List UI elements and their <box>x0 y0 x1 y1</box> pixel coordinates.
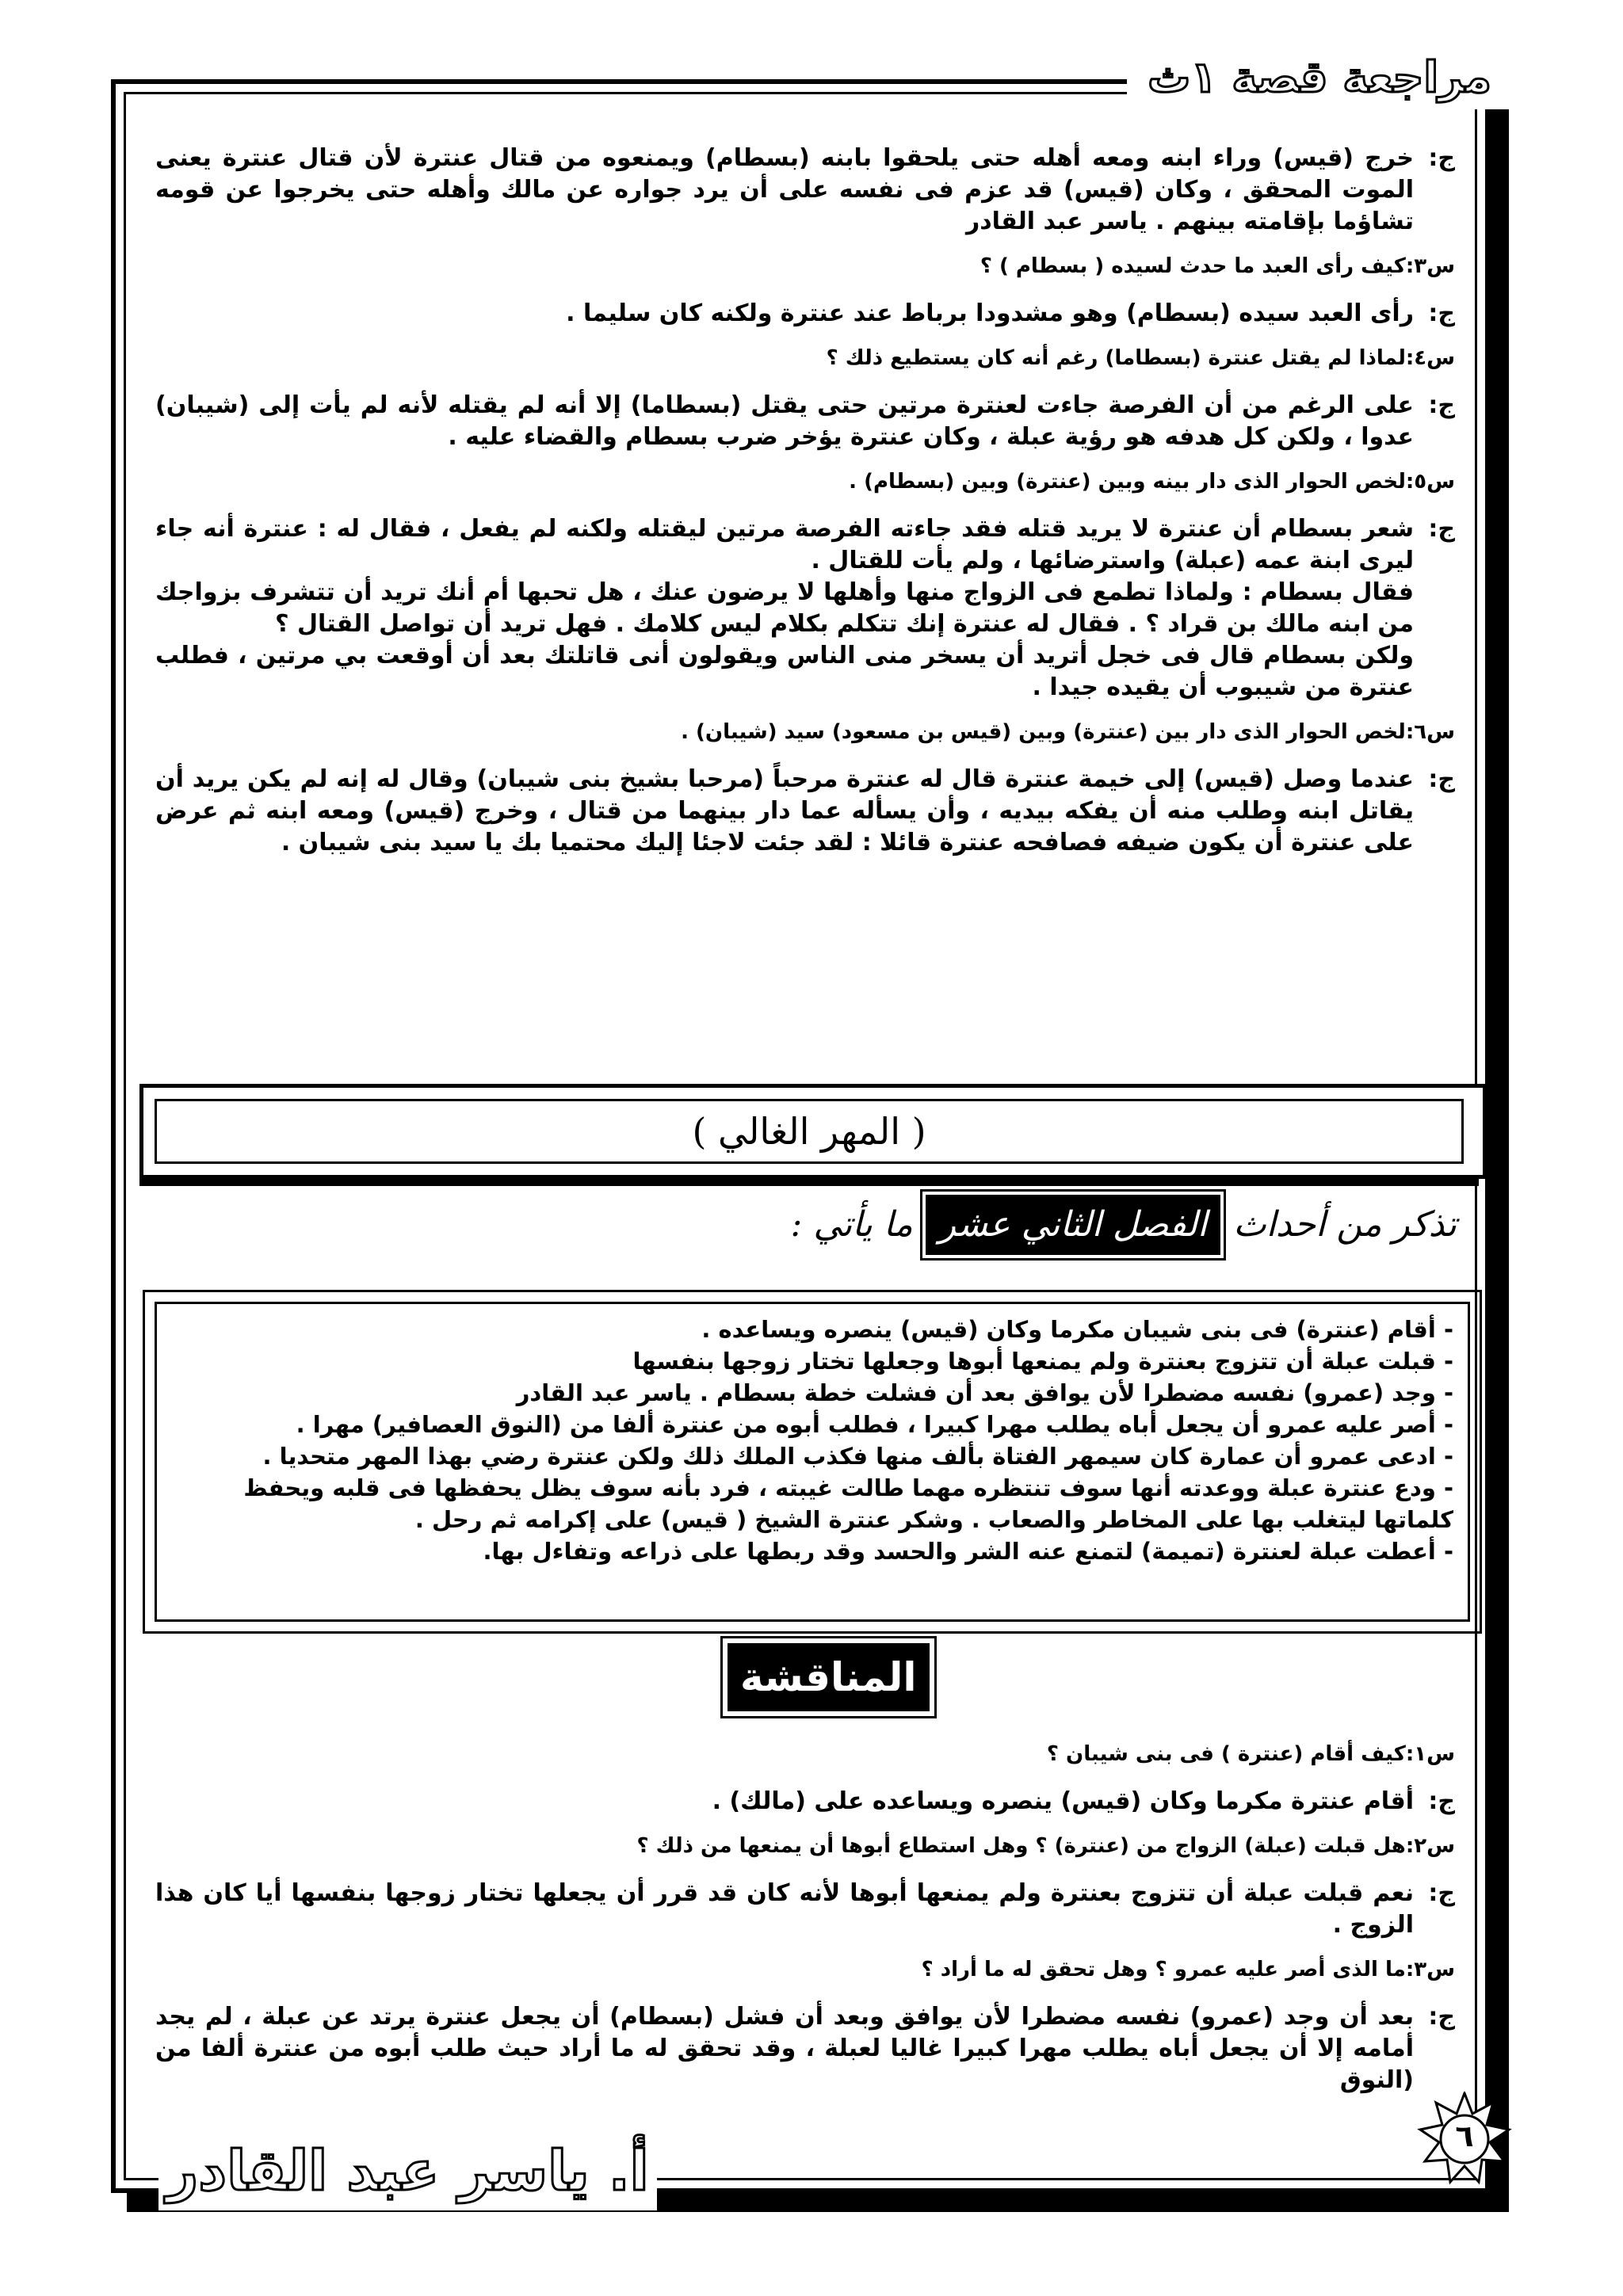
row-text <box>155 390 1414 453</box>
row-paragraph: عندما وصل (قيس) إلى خيمة عنترة قال له عنترة مرحباً (مرحبا بشيخ بنى شيبان) وقال له إنه لم يكن يريد أن يقاتل ابنه وطلب منه أن يفكه بيديه ، وأن يسأله عما دار بينهما من قتال ، وخرج (قيس) ومعه ابنه ثم عرض على عنترة أن يكون ضيفه فصافحه عنترة قائلا : لقد جئت لاجئا إليك محتميا بك يا سيد بنى شيبان . <box>155 765 1414 856</box>
row-text <box>155 143 1414 238</box>
question-row <box>155 718 1455 746</box>
row-text <box>155 1786 1414 1817</box>
row-paragraph: نعم قبلت عبلة أن تتزوج بعنترة ولم يمنعها أبوها لأنه كان قد قرر أن يجعلها تختار زوجها بنفسها أيا كان هذا الزوج . <box>155 1879 1414 1939</box>
row-text <box>155 2001 1414 2096</box>
row-paragraph: لخص الحوار الذى دار بينه وبين (عنترة) وبين (بسطام) . <box>849 470 1406 494</box>
question-row <box>155 1832 1455 1860</box>
row-text <box>155 298 1414 330</box>
question-row <box>155 252 1455 280</box>
recall-instruction <box>791 1195 1457 1255</box>
row-paragraph: هل قبلت (عبلة) الزواج من (عنترة) ؟ وهل استطاع أبوها أن يمنعها من ذلك ؟ <box>636 1834 1406 1858</box>
row-text <box>155 1832 1406 1860</box>
row-marker: س٤: <box>1405 346 1455 370</box>
answer-row <box>155 513 1455 704</box>
section-heading: ( المهر الغالي ) <box>155 1099 1464 1164</box>
row-marker: ج: <box>1428 1787 1455 1815</box>
row-paragraph: كيف رأى العبد ما حدث لسيده ( بسطام ) ؟ <box>980 254 1406 278</box>
row-paragraph: لماذا لم يقتل عنترة (بسطاما) رغم أنه كان يستطيع ذلك ؟ <box>826 346 1406 370</box>
row-text <box>155 718 1406 746</box>
events-summary-box <box>143 1290 1482 1634</box>
question-row <box>155 1740 1455 1768</box>
row-paragraph: لخص الحوار الذى دار بين (عنترة) وبين (قيس بن مسعود) سيد (شيبان) . <box>681 720 1406 744</box>
answer-row <box>155 143 1455 238</box>
author-signature: أ. ياسر عبد القادر <box>158 2131 657 2210</box>
event-item: - ودع عنترة عبلة ووعدته أنها سوف تنتظره مهما طالت غيبته ، فرد بأنه سوف يظل يحفظها فى قلبه ويحفظ كلماتها ليتغلب بها على المخاطر والصعاب . وشكر عنترة الشيخ ( قيس) على إكرامه ثم رحل . <box>243 1474 1453 1533</box>
row-marker: س٣: <box>1405 1958 1455 1981</box>
row-marker: س٦: <box>1405 720 1455 744</box>
row-paragraph: خرج (قيس) وراء ابنه ومعه أهله حتى يلحقوا بابنه (بسطام) ويمنعوه من قتال عنترة لأن قتال عنترة يعنى الموت المحقق ، وكان (قيس) قد عزم فى نفسه على أن يرد جواره عن مالك وأهله حتى يخرجوا عن قومه تشاؤما بإقامته بينهم . ياسر عبد القادر <box>155 144 1414 235</box>
row-marker: ج: <box>1428 765 1455 793</box>
row-text <box>155 252 1406 280</box>
row-marker: ج: <box>1428 1879 1455 1907</box>
answer-row <box>155 1878 1455 1941</box>
discussion-heading: المناقشة <box>727 1643 930 1711</box>
answer-row <box>155 2001 1455 2096</box>
frame-shadow-right <box>1490 95 1509 2209</box>
recall-suffix: ما يأتي : <box>790 1204 913 1245</box>
row-text <box>155 344 1406 372</box>
row-text <box>155 467 1406 496</box>
row-text <box>155 1740 1406 1768</box>
row-marker: س٥: <box>1405 470 1455 494</box>
row-paragraph: شعر بسطام أن عنترة لا يريد قتله فقد جاءته الفرصة مرتين ليقتله ولكنه لم يفعل ، فقال له : عنترة أنه جاء ليرى ابنة عمه (عبلة) واسترضائها ، ولم يأت للقتال . <box>155 515 1414 574</box>
event-item: - أصر عليه عمرو أن يجعل أباه يطلب مهرا كبيرا ، فطلب أبوه من عنترة ألفا من (النوق العصافير) مهرا . <box>296 1411 1453 1438</box>
answer-row <box>155 390 1455 453</box>
answer-row <box>155 764 1455 859</box>
event-item: - قبلت عبلة أن تتزوج بعنترة ولم يمنعها أبوها وجعلها تختار زوجها بنفسها <box>632 1348 1453 1375</box>
row-marker: س٢: <box>1405 1834 1455 1858</box>
event-item: - وجد (عمرو) نفسه مضطرا لأن يوافق بعد أن فشلت خطة بسطام . ياسر عبد القادر <box>516 1379 1453 1406</box>
row-marker: ج: <box>1428 144 1455 172</box>
row-marker: ج: <box>1428 515 1455 543</box>
qa-block-1 <box>155 143 1455 873</box>
row-marker: ج: <box>1428 2003 1455 2031</box>
row-paragraph: كيف أقام (عنترة ) فى بنى شيبان ؟ <box>1046 1742 1406 1766</box>
question-row <box>155 344 1455 372</box>
event-item: - أقام (عنترة) فى بنى شيبان مكرما وكان (قيس) ينصره ويساعده . <box>701 1316 1453 1343</box>
event-item: - ادعى عمرو أن عمارة كان سيمهر الفتاة بألف منها فكذب الملك ذلك ولكن عنترة رضي بهذا المهر متحديا . <box>262 1443 1453 1470</box>
row-text <box>155 1955 1406 1984</box>
row-paragraph: ولكن بسطام قال فى خجل أتريد أن يسخر منى الناس ويقولون أنى قاتلتك بعد أن أوقعت بي مرتين ، فطلب عنترة من شيبوب أن يقيده جيدا . <box>155 642 1414 701</box>
events-list <box>155 1302 1470 1622</box>
question-row <box>155 1955 1455 1984</box>
row-marker: ج: <box>1428 391 1455 419</box>
page-title: مراجعة قصة ١ث <box>1127 46 1512 109</box>
page-number-badge <box>1417 2092 1512 2187</box>
page-number: ٦ <box>1455 2119 1474 2153</box>
section-heading-box <box>139 1084 1487 1179</box>
row-marker: ج: <box>1428 299 1455 327</box>
event-item: - أعطت عبلة لعنترة (تميمة) لتمنع عنه الشر والحسد وقد ربطها على ذراعه وتفاءل بها. <box>483 1538 1453 1565</box>
row-paragraph: بعد أن وجد (عمرو) نفسه مضطرا لأن يوافق وبعد أن فشل (بسطام) أن يجعل عنترة يرتد عن عبلة ، لم يجد أمامه إلا أن يجعل أباه يطلب مهرا كبيرا غاليا لعبلة ، وقد تحقق له ما أراد حيث طلب أبوه من عنترة ألفا من (النوق <box>155 2003 1414 2094</box>
row-paragraph: فقال بسطام : ولماذا تطمع فى الزواج منها وأهلها لا يرضون عنك ، هل تحبها أم أنك تريد أن تتشرف بزواجك من ابنه مالك بن قراد ؟ . فقال له عنترة إنك تتكلم بكلام ليس كلامك . فهل تريد أن تواصل القتال ؟ <box>155 578 1414 638</box>
chapter-tag: الفصل الثاني عشر <box>926 1195 1220 1255</box>
row-text <box>155 1878 1414 1941</box>
row-paragraph: أقام عنترة مكرما وكان (قيس) ينصره ويساعده على (مالك) . <box>712 1787 1414 1815</box>
row-paragraph: رأى العبد سيده (بسطام) وهو مشدودا برباط عند عنترة ولكنه كان سليما . <box>566 299 1414 327</box>
answer-row <box>155 1786 1455 1817</box>
row-text <box>155 513 1414 704</box>
qa-block-2 <box>155 1740 1455 2111</box>
row-marker: س١: <box>1405 1742 1455 1766</box>
answer-row <box>155 298 1455 330</box>
question-row <box>155 467 1455 496</box>
row-marker: س٣: <box>1405 254 1455 278</box>
row-paragraph: ما الذى أصر عليه عمرو ؟ وهل تحقق له ما أراد ؟ <box>921 1958 1406 1981</box>
row-text <box>155 764 1414 859</box>
recall-prefix: تذكر من أحداث <box>1233 1204 1457 1245</box>
row-paragraph: على الرغم من أن الفرصة جاءت لعنترة مرتين حتى يقتل (بسطاما) إلا أنه لم يقتله لأنه لم يأت إلى (شيبان) عدوا ، ولكن كل هدفه هو رؤية عبلة ، وكان عنترة يؤخر ضرب بسطام والقضاء عليه . <box>155 391 1414 451</box>
